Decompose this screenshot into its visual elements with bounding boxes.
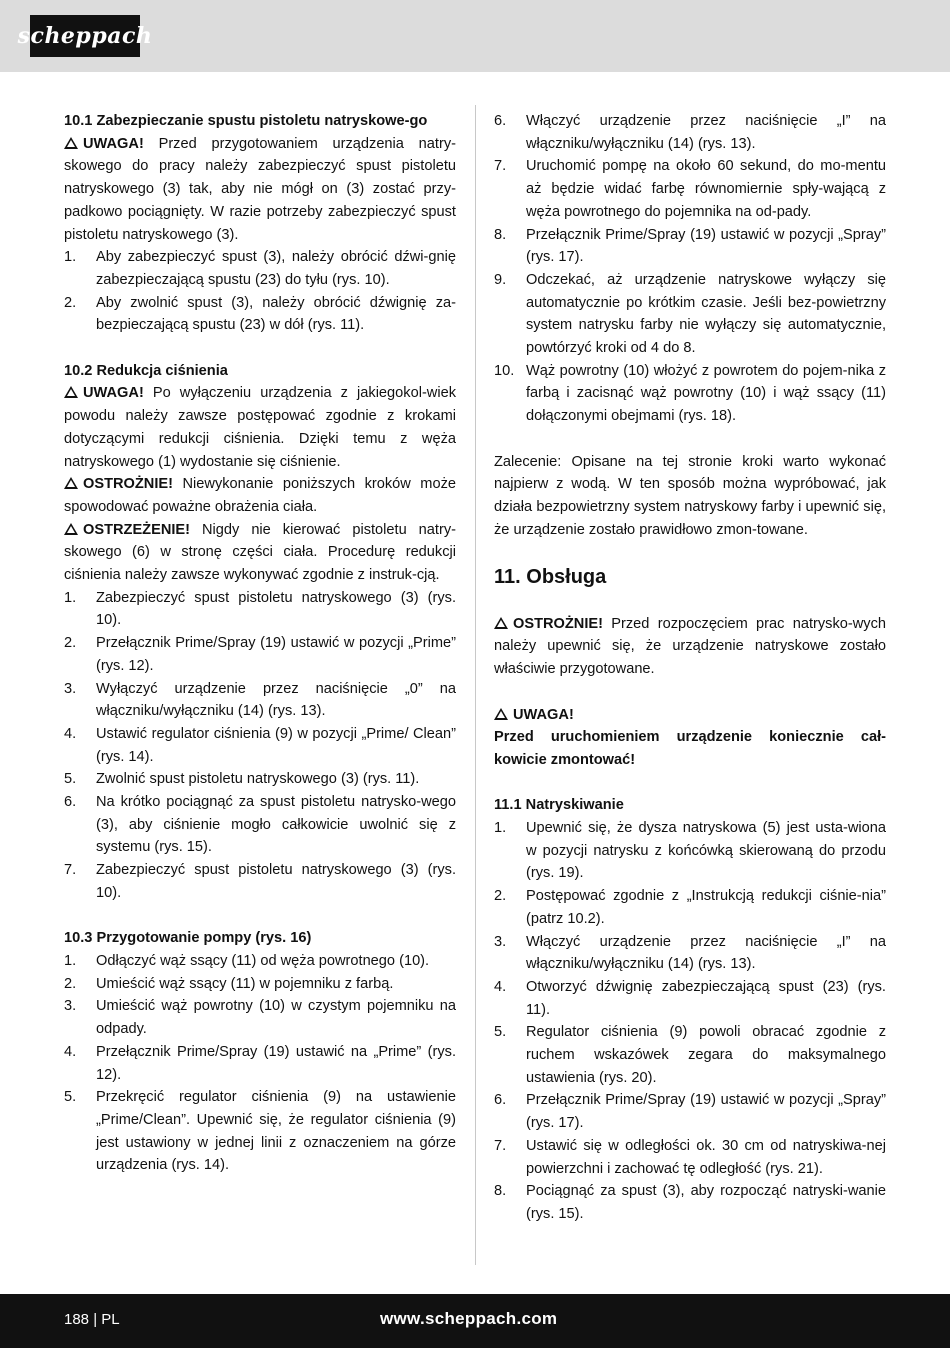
section-10-1-title: 10.1 Zabezpieczanie spustu pistoletu natryskowe-go [64,113,428,129]
page-footer [0,1294,950,1348]
danger-text: Nigdy nie kierować pistoletu natry-skowego (6) w stronę części ciała. Procedurę redukcji ciśnienia należy zawsze wykonywać zgodnie z instruk-cją. [64,521,456,584]
warning-label: UWAGA! [83,385,144,402]
list-item: 7. Uruchomić pompę na około 60 sekund, do mo-mentu aż będzie widać farbę równomiernie spły-wającą z węża powrotnego do pojemnika na od-pady. [494,158,886,220]
column-divider [475,105,476,1265]
page-header [0,0,950,72]
caution-text: Przed rozpoczęciem prac natrysko-wych należy upewnić się, że urządzenie natryskowe zostało właściwie przygotowane. [494,615,886,678]
website-link[interactable]: www.scheppach.com [380,1309,558,1328]
scheppach-logo: scheppach [30,15,140,57]
list-item: 5. Przekręcić regulator ciśnienia (9) na ustawienie „Prime/Clean”. Upewnić się, że regulator ciśnienia (9) jest ustawiony w jednej linii z oznaczeniem na górze urządzenia (rys. 14). [64,1089,456,1174]
left-column [64,110,456,1177]
list-item: 6. Włączyć urządzenie przez naciśnięcie „I” na włączniku/wyłączniku (14) (rys. 13). [494,113,886,152]
warning-triangle-icon [64,386,78,398]
warning-triangle-icon [64,477,78,489]
list-item: 6. Na krótko pociągnąć za spust pistoletu natrysko-wego (3), aby ciśnienie mogło całkowicie uwolnić się z systemu (rys. 15). [64,794,456,856]
list-item: 9. Odczekać, aż urządzenie natryskowe wyłączy się automatycznie po krótkim czasie. Jeśli bez-powietrzny system natrysku farby nie wyłączy się automatycznie, powtórzyć kroki od 4 do 8. [494,271,886,357]
list-item: 7. Zabezpieczyć spust pistoletu natryskowego (3) (rys. 10). [64,862,456,901]
warning-triangle-icon [494,617,508,629]
list-item: 2. Przełącznik Prime/Spray (19) ustawić w pozycji „Prime” (rys. 12). [64,635,456,674]
list-10-3-continued [494,110,886,428]
warning-text: Po wyłączeniu urządzenia z jakiegokol-wiek powodu należy zawsze postępować zgodnie z krokami dotyczącymi redukcji ciśnienia. Dzięki temu z węża natryskowego (1) wydostanie się ciśnienie. [64,385,456,470]
list-item: 10. Wąż powrotny (10) włożyć z powrotem do pojem-nika z farbą i zacisnąć wąż powrotny (10) i wąż ssący (11) dołączonymi obejmami (rys. 18). [494,362,886,425]
danger-label: OSTRZEŻENIE! [83,521,191,538]
section-11-1-title: 11.1 Natryskiwanie [494,797,624,814]
list-item: 5. Zwolnić spust pistoletu natryskowego (3) (rys. 11). [64,771,420,788]
warning-paragraph [64,133,456,247]
list-item: 3. Włączyć urządzenie przez naciśnięcie „I” na włączniku/wyłączniku (14) (rys. 13). [494,933,886,973]
section-10-2-title: 10.2 Redukcja ciśnienia [64,362,228,379]
page-number: 188 | PL [64,1311,120,1328]
warning-paragraph [64,382,456,473]
list-10-2 [64,587,456,905]
list-item: 2. Aby zwolnić spust (3), należy obrócić dźwignię za-bezpieczającą spustu (23) w dół (rys. 11). [64,294,456,334]
warning-label: UWAGA! [83,135,144,152]
danger-paragraph [64,519,456,587]
list-item: 3. Wyłączyć urządzenie przez naciśnięcie „0” na włączniku/wyłączniku (14) (rys. 13). [64,680,456,720]
list-item: 7. Ustawić się w odległości ok. 30 cm od natryskiwa-nej powierzchni i zachować tę odległość (rys. 21). [494,1137,886,1177]
section-11-title: 11. Obsługa [494,566,607,589]
list-item: 4. Przełącznik Prime/Spray (19) ustawić na „Prime” (rys. 12). [64,1043,456,1083]
list-item: 1. Zabezpieczyć spust pistoletu natryskowego (3) (rys. 10). [64,589,456,629]
list-item: 1. Aby zabezpieczyć spust (3), należy obrócić dźwi-gnię zabezpieczającą spustu (23) do tyłu (rys. 10). [64,249,456,288]
caution-paragraph [494,613,886,681]
caution-label: OSTROŻNIE! [83,476,173,493]
list-item: 2. Umieścić wąż ssący (11) w pojemniku z farbą. [64,975,394,992]
warning-text: Przed przygotowaniem urządzenia natry-skowego do pracy należy zabezpieczyć spust pistoletu natryskowego (3) tak, aby nie mógł on (3) zostać przy-padkowo pociągnięty. W razie potrzeby zabezpieczyć spust pistoletu natryskowego (3). [64,135,456,243]
warning-heading [494,704,886,727]
warning-triangle-icon [64,137,78,149]
right-column [494,110,886,1226]
list-item: 4. Otworzyć dźwignię zabezpieczającą spust (23) (rys. 11). [494,978,886,1018]
warning-label: UWAGA! [513,706,574,723]
assembly-warning-text: Przed uruchomieniem urządzenie koniecznie cał-kowicie zmontować! [494,729,886,768]
caution-text: Niewykonanie poniższych kroków może spowodować poważne obrażenia ciała. [64,476,456,515]
list-10-3 [64,950,456,1177]
warning-triangle-icon [64,523,78,535]
list-item: 8. Przełącznik Prime/Spray (19) ustawić w pozycji „Spray” (rys. 17). [494,226,886,266]
list-11-1 [494,817,886,1226]
caution-paragraph [64,473,456,518]
list-10-1 [64,246,456,337]
caution-label: OSTROŻNIE! [513,615,603,632]
list-item: 6. Przełącznik Prime/Spray (19) ustawić w pozycji „Spray” (rys. 17). [494,1092,886,1132]
section-10-3-title: 10.3 Przygotowanie pompy (rys. 16) [64,930,312,947]
list-item: 8. Pociągnąć za spust (3), aby rozpocząć natryski-wanie (rys. 15). [494,1183,886,1222]
list-item: 4. Ustawić regulator ciśnienia (9) w pozycji „Prime/ Clean” (rys. 14). [64,725,456,765]
list-item: 1. Upewnić się, że dysza natryskowa (5) jest usta-wiona w pozycji natrysku z końcówką skierowaną do przodu (rys. 19). [494,820,886,882]
list-item: 1. Odłączyć wąż ssący (11) od węża powrotnego (10). [64,952,430,969]
list-item: 5. Regulator ciśnienia (9) powoli obracać zgodnie z ruchem wskazówek zegara do maksymalnego ustawienia (rys. 20). [494,1024,886,1086]
recommendation-paragraph: Zalecenie: Opisane na tej stronie kroki warto wykonać najpierw z wodą. W ten sposób można wypróbować, jak działa bezpowietrzny system natryskowy farby i upewnić się, że urządzenie zostało prawidłowo zmon-towane. [494,453,886,538]
warning-triangle-icon [494,708,508,720]
list-item: 2. Postępować zgodnie z „Instrukcją redukcji ciśnie-nia” (patrz 10.2). [494,888,886,927]
list-item: 3. Umieścić wąż powrotny (10) w czystym pojemniku na odpady. [64,998,456,1038]
